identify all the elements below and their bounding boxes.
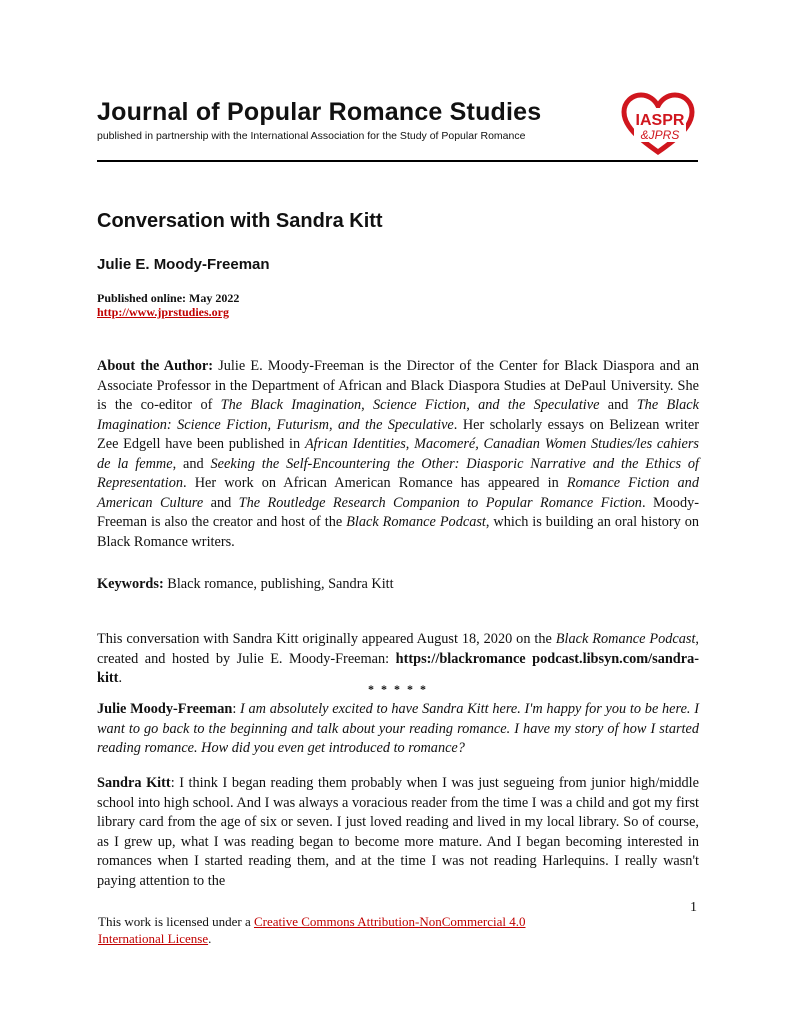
question-text: I am absolutely excited to have Sandra Kitt here. I'm happy for you to be here. I want to go back to the beginning and talk about your reading romance. I have my story of how I started reading romance. How did you even get introduced to romance? <box>97 701 699 756</box>
article-title: Conversation with Sandra Kitt <box>97 210 383 232</box>
about-text: , and <box>172 455 211 472</box>
answer-text: : I think I began reading them probably when I was just segueing from junior high/middle school into high school. And I was always a voracious reader from the time I was a child and got my first library card from the age of six or seven. I just loved reading and lived in my local library. So of course, as I grew up, what I was reading began to become more mature. And I began becoming interested in romances when I started reading them, and at the time I was not reading Harlequins. I really wasn't paying attention to the <box>97 775 700 889</box>
license-link[interactable]: Creative Commons Attribution-NonCommercial 4.0 <box>253 914 526 929</box>
interview-answer <box>97 774 699 891</box>
about-label: About the Author: <box>97 358 214 374</box>
journal-link[interactable]: http://www.jprstudies.org <box>97 305 230 319</box>
intro-text: . <box>118 670 123 686</box>
logo-text-sub: &JPRS <box>640 128 680 142</box>
footer-end: . <box>208 931 212 946</box>
license-link-2[interactable]: International License <box>98 931 209 946</box>
about-text: and <box>599 397 637 413</box>
podcast-title: Black Romance Podcast <box>346 514 486 530</box>
about-author-paragraph <box>97 357 699 552</box>
book-title: African Identities, Macomeré, Canadian Women Studies/les cahiers de la femme <box>97 436 699 472</box>
book-title: The Black Imagination: Science Fiction, Futurism, and the Speculative <box>97 397 699 433</box>
iaspr-logo <box>620 92 696 156</box>
publication-info <box>97 291 239 319</box>
intro-text: This conversation with Sandra Kitt originally appeared August 18, 2020 on the <box>97 631 556 647</box>
about-text: . Her work on African American Romance has appeared in <box>183 475 567 491</box>
published-date: Published online: May 2022 <box>97 291 240 305</box>
page-number: 1 <box>690 900 697 915</box>
article-author: Julie E. Moody-Freeman <box>97 256 270 273</box>
intro-text: , created and hosted by Julie E. Moody-Freeman: <box>97 631 699 667</box>
section-separator: * * * * * <box>368 682 428 696</box>
book-title: Romance Fiction and American Culture <box>97 475 699 511</box>
journal-title: Journal of Popular Romance Studies <box>97 98 542 126</box>
podcast-title: Black Romance Podcast <box>555 631 696 647</box>
book-title: The Routledge Research Companion to Popular Romance Fiction <box>238 494 642 511</box>
keywords-label: Keywords: <box>97 576 164 592</box>
journal-subtitle: published in partnership with the International Association for the Study of Popular Romance <box>97 130 526 142</box>
about-text: . Her scholarly essays on Belizean writer Zee Edgell have been published in <box>97 416 699 452</box>
keywords-text: Black romance, publishing, Sandra Kitt <box>163 576 394 592</box>
about-text: and <box>203 494 239 511</box>
footer-text: This work is licensed under a <box>98 914 254 929</box>
header-rule <box>97 160 698 162</box>
keywords-line <box>97 575 699 595</box>
book-title: Seeking the Self-Encountering the Other: Diasporic Narrative and the Ethics of Representation <box>97 455 699 491</box>
speaker-name: Julie Moody-Freeman <box>97 701 233 717</box>
intro-paragraph <box>97 630 699 689</box>
about-text: , which is building an oral history on Black Romance writers. <box>97 514 700 550</box>
speaker-name: Sandra Kitt <box>97 775 171 791</box>
speaker-colon: : <box>232 701 241 717</box>
logo-text-main: IASPR <box>635 112 685 129</box>
about-text: Julie E. Moody-Freeman is the Director of the Center for Black Diaspora and an Associate Professor in the Department of African and Black Diaspora Studies at DePaul University. She is the co-editor of <box>97 358 699 413</box>
about-text: . Moody-Freeman is also the creator and host of the <box>97 494 700 530</box>
podcast-link[interactable]: https://blackromance podcast.libsyn.com/sandra-kitt <box>97 650 699 686</box>
interview-question <box>97 700 699 759</box>
book-title: The Black Imagination, Science Fiction, and the Speculative <box>220 397 600 413</box>
license-footer <box>98 913 526 947</box>
